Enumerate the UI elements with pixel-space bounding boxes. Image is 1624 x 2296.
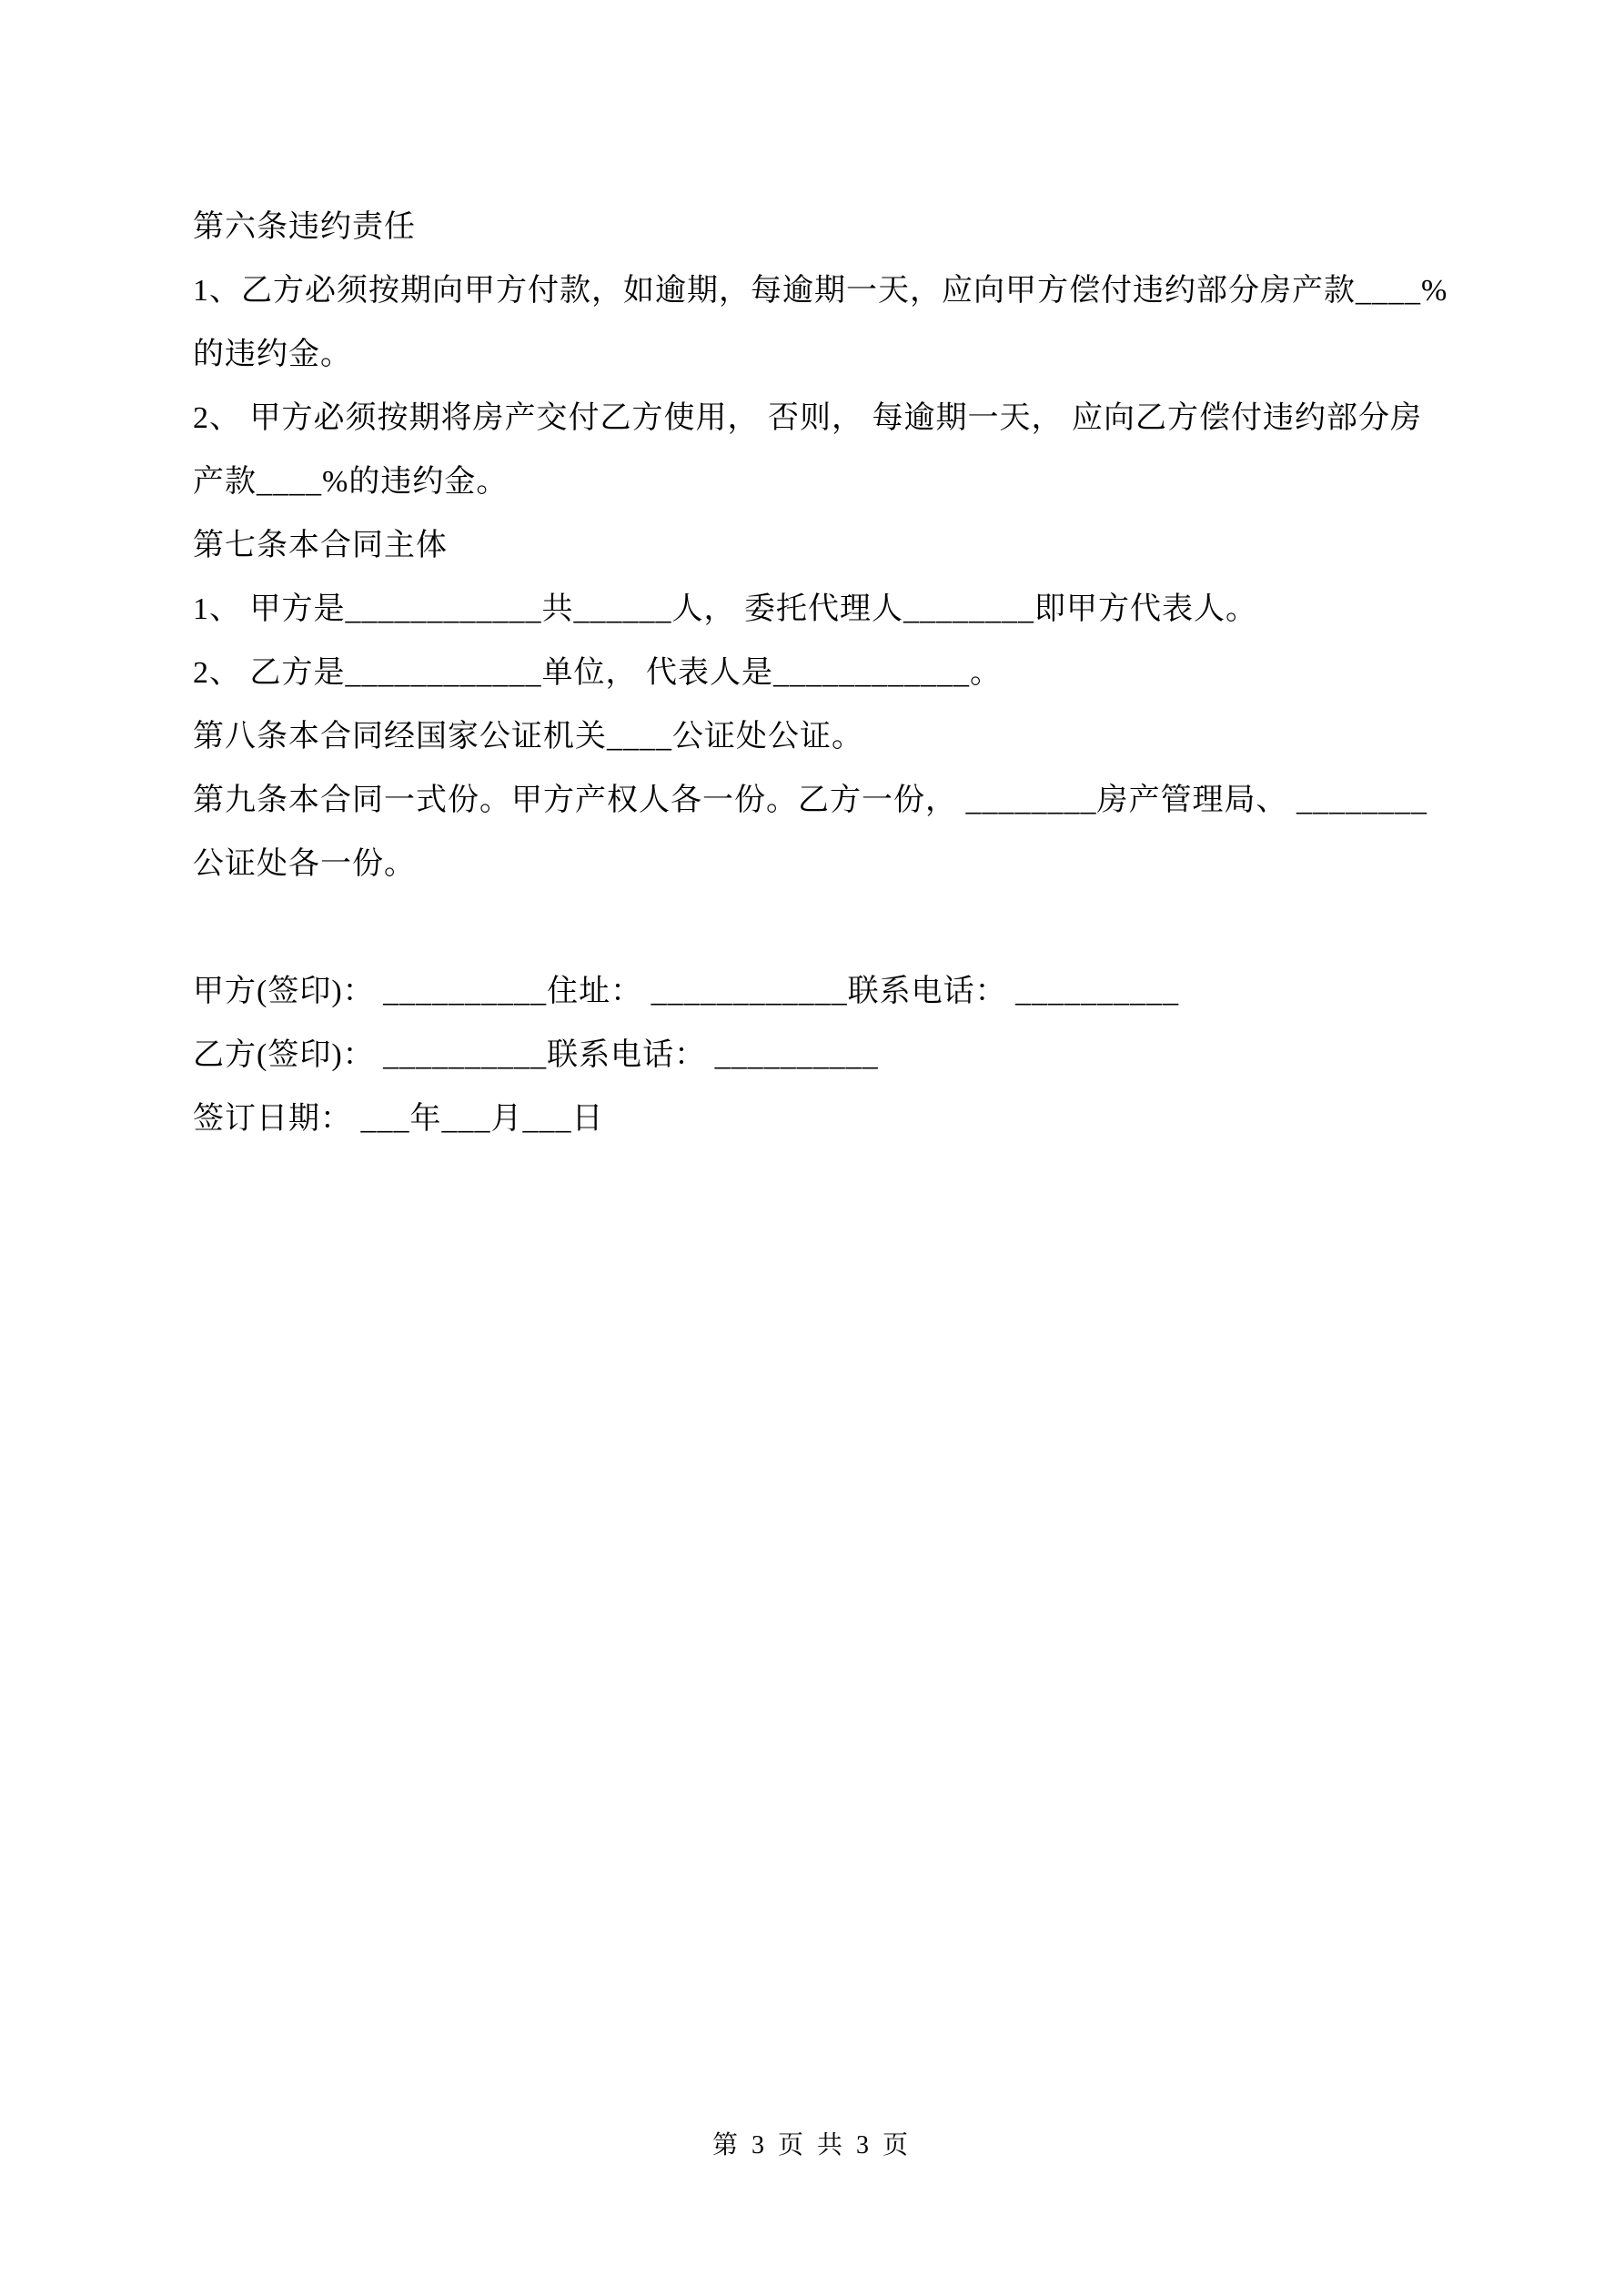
clause-6-item-2-line-1: 2、 甲方必须按期将房产交付乙方使用， 否则， 每逾期一天， 应向乙方偿付违约部分房: [193, 401, 1422, 435]
clause-7-item-2: 2、 乙方是____________单位， 代表人是____________。: [193, 656, 1002, 690]
clause-6-heading: 第六条违约责任: [193, 210, 416, 244]
clause-8-line: 第八条本合同经国家公证机关____公证处公证。: [193, 720, 863, 754]
clause-9-line-2: 公证处各一份。: [193, 847, 416, 881]
blank-line: [193, 896, 1448, 960]
clause-7-heading: 第七条本合同主体: [193, 529, 448, 562]
contract-body: [193, 196, 1448, 1151]
clause-6-item-1-line-2: 的违约金。: [193, 338, 352, 371]
page-number-footer: 第 3 页 共 3 页: [711, 2131, 912, 2159]
clause-7-item-1: 1、 甲方是____________共______人， 委托代理人________即甲方代表人。: [193, 592, 1257, 626]
party-b-signature-line: 乙方(签印)： __________联系电话： __________: [193, 1038, 879, 1072]
party-a-signature-line: 甲方(签印)： __________住址： ____________联系电话： __________: [193, 975, 1180, 1008]
clause-9-line-1: 第九条本合同一式份。甲方产权人各一份。乙方一份， ________房产管理局、 ________: [193, 784, 1427, 817]
clause-6-item-1-line-1: 1、乙方必须按期向甲方付款，如逾期，每逾期一天，应向甲方偿付违约部分房产款____%: [193, 274, 1448, 308]
signing-date-line: 签订日期： ___年___月___日: [193, 1102, 604, 1136]
clause-6-item-2-line-2: 产款____%的违约金。: [193, 465, 509, 499]
